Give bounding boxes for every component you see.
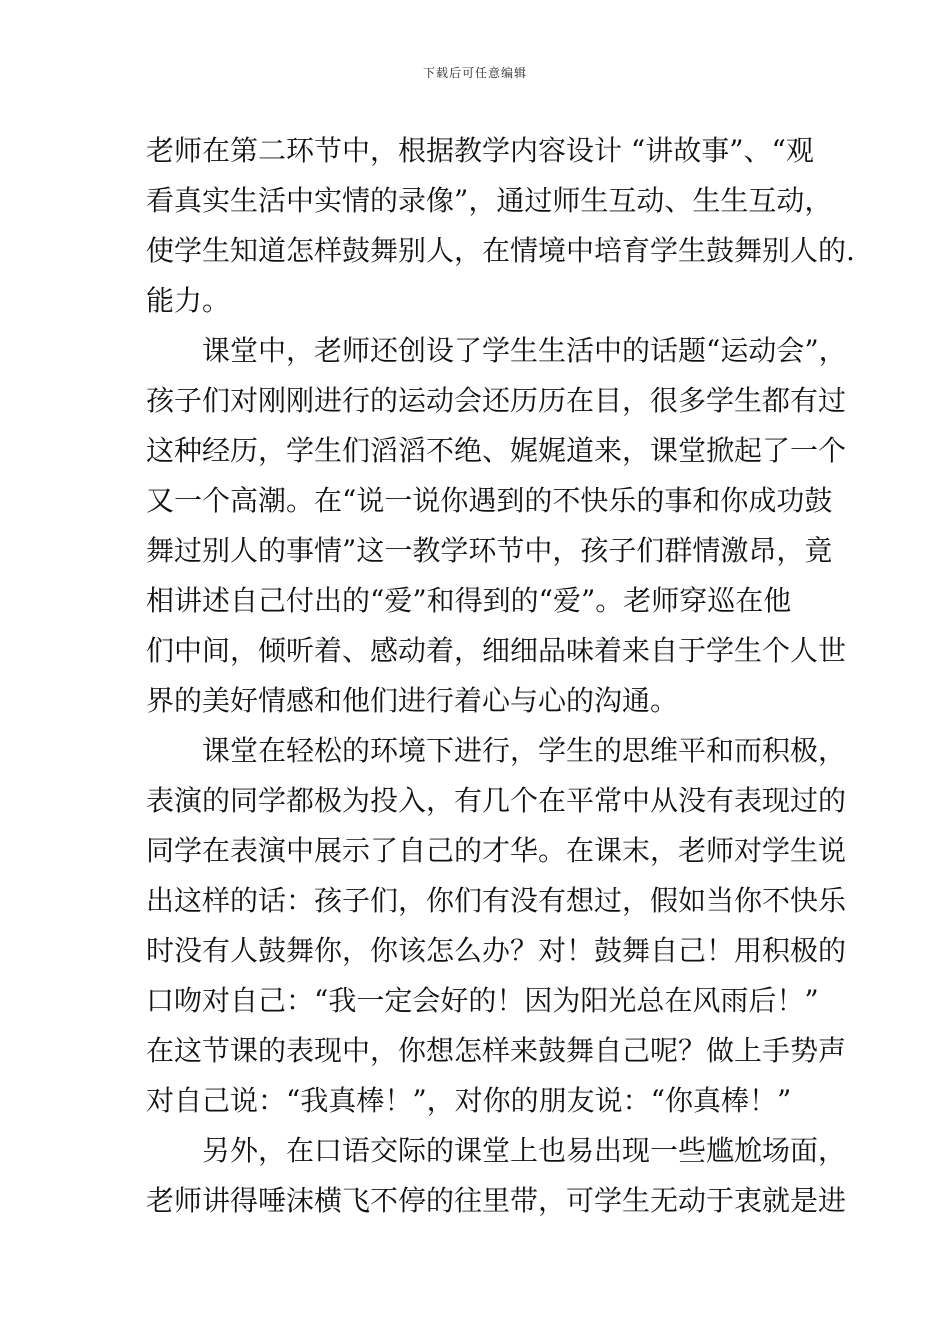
header-note: 下载后可任意编辑: [422, 66, 527, 80]
text-line: 出这样的话：孩子们，你们有没有想过，假如当你不快乐: [146, 884, 847, 917]
text-line: 口吻对自己：“我一定会好的！因为阳光总在风雨后！”: [146, 984, 819, 1017]
text-line: 们中间，倾听着、感动着，细细品味着来自于学生个人世: [146, 634, 847, 667]
text-line: 使学生知道怎样鼓舞别人，在情境中培育学生鼓舞别人的.: [146, 234, 855, 267]
paragraph-start-line: 另外，在口语交际的课堂上也易出现一些尴尬场面，: [202, 1134, 847, 1167]
text-line: 老师讲得唾沫横飞不停的往里带，可学生无动于衷就是进: [146, 1184, 847, 1217]
text-line: 对自己说：“我真棒！”，对你的朋友说：“你真棒！”: [146, 1084, 792, 1117]
text-line: 这种经历，学生们滔滔不绝、娓娓道来，课堂掀起了一个: [146, 434, 847, 467]
text-line: 在这节课的表现中，你想怎样来鼓舞自己呢？做上手势声: [146, 1034, 847, 1067]
text-line: 同学在表演中展示了自己的才华。在课末，老师对学生说: [146, 834, 847, 867]
text-line: 表演的同学都极为投入，有几个在平常中从没有表现过的: [146, 784, 847, 817]
text-line: 界的美好情感和他们进行着心与心的沟通。: [146, 684, 679, 717]
text-line: 又一个高潮。在“说一说你遇到的不快乐的事和你成功鼓: [146, 484, 833, 517]
paragraph-start-line: 课堂中，老师还创设了学生生活中的话题“运动会”，: [202, 334, 847, 367]
paragraph-start-line: 课堂在轻松的环境下进行，学生的思维平和而积极，: [202, 734, 847, 767]
text-line: 孩子们对刚刚进行的运动会还历历在目，很多学生都有过: [146, 384, 847, 417]
text-line: 舞过别人的事情”这一教学环节中，孩子们群情激昂，竟: [146, 534, 833, 567]
body-text: [146, 126, 855, 1226]
text-line: 相讲述自己付出的“爱”和得到的“爱”。老师穿巡在他: [146, 584, 792, 617]
text-line: 老师在第二环节中，根据教学内容设计 “讲故事”、“观: [146, 134, 814, 167]
text-line: 时没有人鼓舞你，你该怎么办？对！鼓舞自己！用积极的: [146, 934, 847, 967]
text-line: 看真实生活中实情的录像”，通过师生互动、生生互动，: [146, 184, 833, 217]
text-line: 能力。: [146, 284, 231, 317]
